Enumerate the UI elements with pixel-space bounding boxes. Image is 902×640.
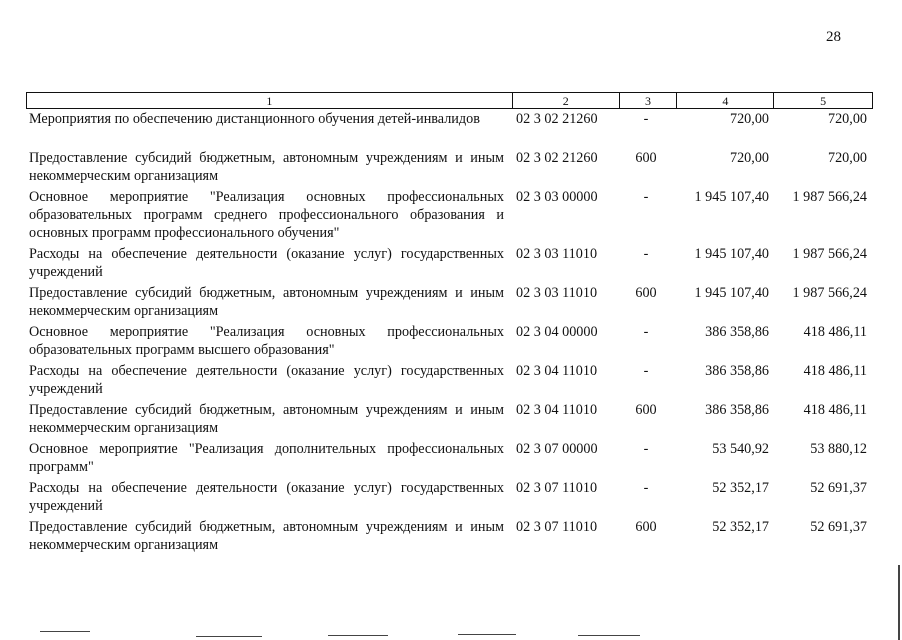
row-expense-type: -	[643, 246, 649, 262]
row-code: 02 3 03 11010	[516, 285, 598, 301]
row-value-year1: 1 945 107,40	[694, 246, 769, 262]
row-code: 02 3 02 21260	[516, 111, 598, 127]
row-name: Предоставление субсидий бюджетным, автономным учреждениям и иным некоммерческим организациям	[29, 150, 504, 184]
row-value-year2: 1 987 566,24	[792, 246, 867, 262]
row-code: 02 3 04 11010	[516, 363, 598, 379]
row-expense-type: -	[643, 480, 649, 496]
row-value-year2: 1 987 566,24	[792, 189, 867, 205]
row-value-year2: 52 691,37	[810, 480, 867, 496]
row-value-year2: 1 987 566,24	[792, 285, 867, 301]
row-value-year2: 720,00	[827, 111, 867, 127]
table-row	[29, 110, 873, 128]
row-value-year1: 52 352,17	[712, 480, 769, 496]
row-name: Мероприятия по обеспечению дистанционного обучения детей-инвалидов	[29, 111, 480, 127]
row-code: 02 3 07 11010	[516, 480, 598, 496]
row-expense-type: -	[643, 111, 649, 127]
row-expense-type: 600	[635, 402, 657, 418]
row-expense-type: -	[643, 324, 649, 340]
row-value-year1: 1 945 107,40	[694, 285, 769, 301]
table-row	[29, 362, 873, 398]
row-value-year1: 52 352,17	[712, 519, 769, 535]
row-code: 02 3 03 00000	[516, 189, 598, 205]
row-value-year1: 386 358,86	[705, 402, 769, 418]
row-name: Основное мероприятие "Реализация основных профессиональных образовательных программ среднего профессионального образования и основных программ профессионального обучения"	[29, 189, 504, 241]
row-name: Основное мероприятие "Реализация основных профессиональных образовательных программ высшего образования"	[29, 324, 504, 358]
row-expense-type: 600	[635, 519, 657, 535]
table-row	[29, 149, 873, 185]
row-value-year2: 52 691,37	[810, 519, 867, 535]
table-row	[29, 245, 873, 281]
row-value-year2: 53 880,12	[810, 441, 867, 457]
table-row	[29, 479, 873, 515]
row-code: 02 3 04 11010	[516, 402, 598, 418]
row-value-year2: 418 486,11	[803, 363, 867, 379]
row-expense-type: 600	[635, 150, 657, 166]
row-name: Предоставление субсидий бюджетным, автономным учреждениям и иным некоммерческим организациям	[29, 285, 504, 319]
row-name: Расходы на обеспечение деятельности (оказание услуг) государственных учреждений	[29, 246, 504, 280]
scan-artifact	[458, 634, 516, 635]
column-header-4: 4	[677, 93, 774, 108]
column-header-1: 1	[27, 93, 513, 108]
column-header-5: 5	[820, 94, 827, 108]
row-value-year2: 418 486,11	[803, 402, 867, 418]
column-header-2: 2	[513, 93, 620, 108]
scan-artifact	[196, 636, 262, 637]
row-value-year2: 418 486,11	[803, 324, 867, 340]
row-value-year1: 720,00	[729, 111, 769, 127]
row-expense-type: -	[643, 441, 649, 457]
row-name: Расходы на обеспечение деятельности (оказание услуг) государственных учреждений	[29, 363, 504, 397]
scan-artifact	[328, 635, 388, 636]
row-value-year1: 53 540,92	[712, 441, 769, 457]
table-row	[29, 284, 873, 320]
scan-artifact	[40, 631, 90, 632]
row-value-year2: 720,00	[827, 150, 867, 166]
page-number: 28	[826, 29, 841, 45]
row-value-year1: 720,00	[729, 150, 769, 166]
column-header-3: 3	[620, 93, 678, 108]
scan-artifact	[578, 635, 640, 636]
row-expense-type: -	[643, 189, 649, 205]
scan-artifact	[898, 565, 900, 640]
row-value-year1: 1 945 107,40	[694, 189, 769, 205]
row-name: Предоставление субсидий бюджетным, автономным учреждениям и иным некоммерческим организациям	[29, 519, 504, 553]
row-value-year1: 386 358,86	[705, 363, 769, 379]
table-row	[29, 440, 873, 476]
row-name: Расходы на обеспечение деятельности (оказание услуг) государственных учреждений	[29, 480, 504, 514]
row-name: Основное мероприятие "Реализация дополнительных профессиональных программ"	[29, 441, 504, 475]
table-header	[26, 92, 873, 109]
table-row	[29, 323, 873, 359]
table-row	[29, 518, 873, 554]
table-body	[29, 110, 873, 557]
row-code: 02 3 03 11010	[516, 246, 598, 262]
row-code: 02 3 07 00000	[516, 441, 598, 457]
row-name: Предоставление субсидий бюджетным, автономным учреждениям и иным некоммерческим организациям	[29, 402, 504, 436]
table-row	[29, 188, 873, 242]
row-code: 02 3 02 21260	[516, 150, 598, 166]
row-expense-type: -	[643, 363, 649, 379]
row-code: 02 3 04 00000	[516, 324, 598, 340]
row-value-year1: 386 358,86	[705, 324, 769, 340]
row-code: 02 3 07 11010	[516, 519, 598, 535]
table-row	[29, 401, 873, 437]
row-expense-type: 600	[635, 285, 657, 301]
